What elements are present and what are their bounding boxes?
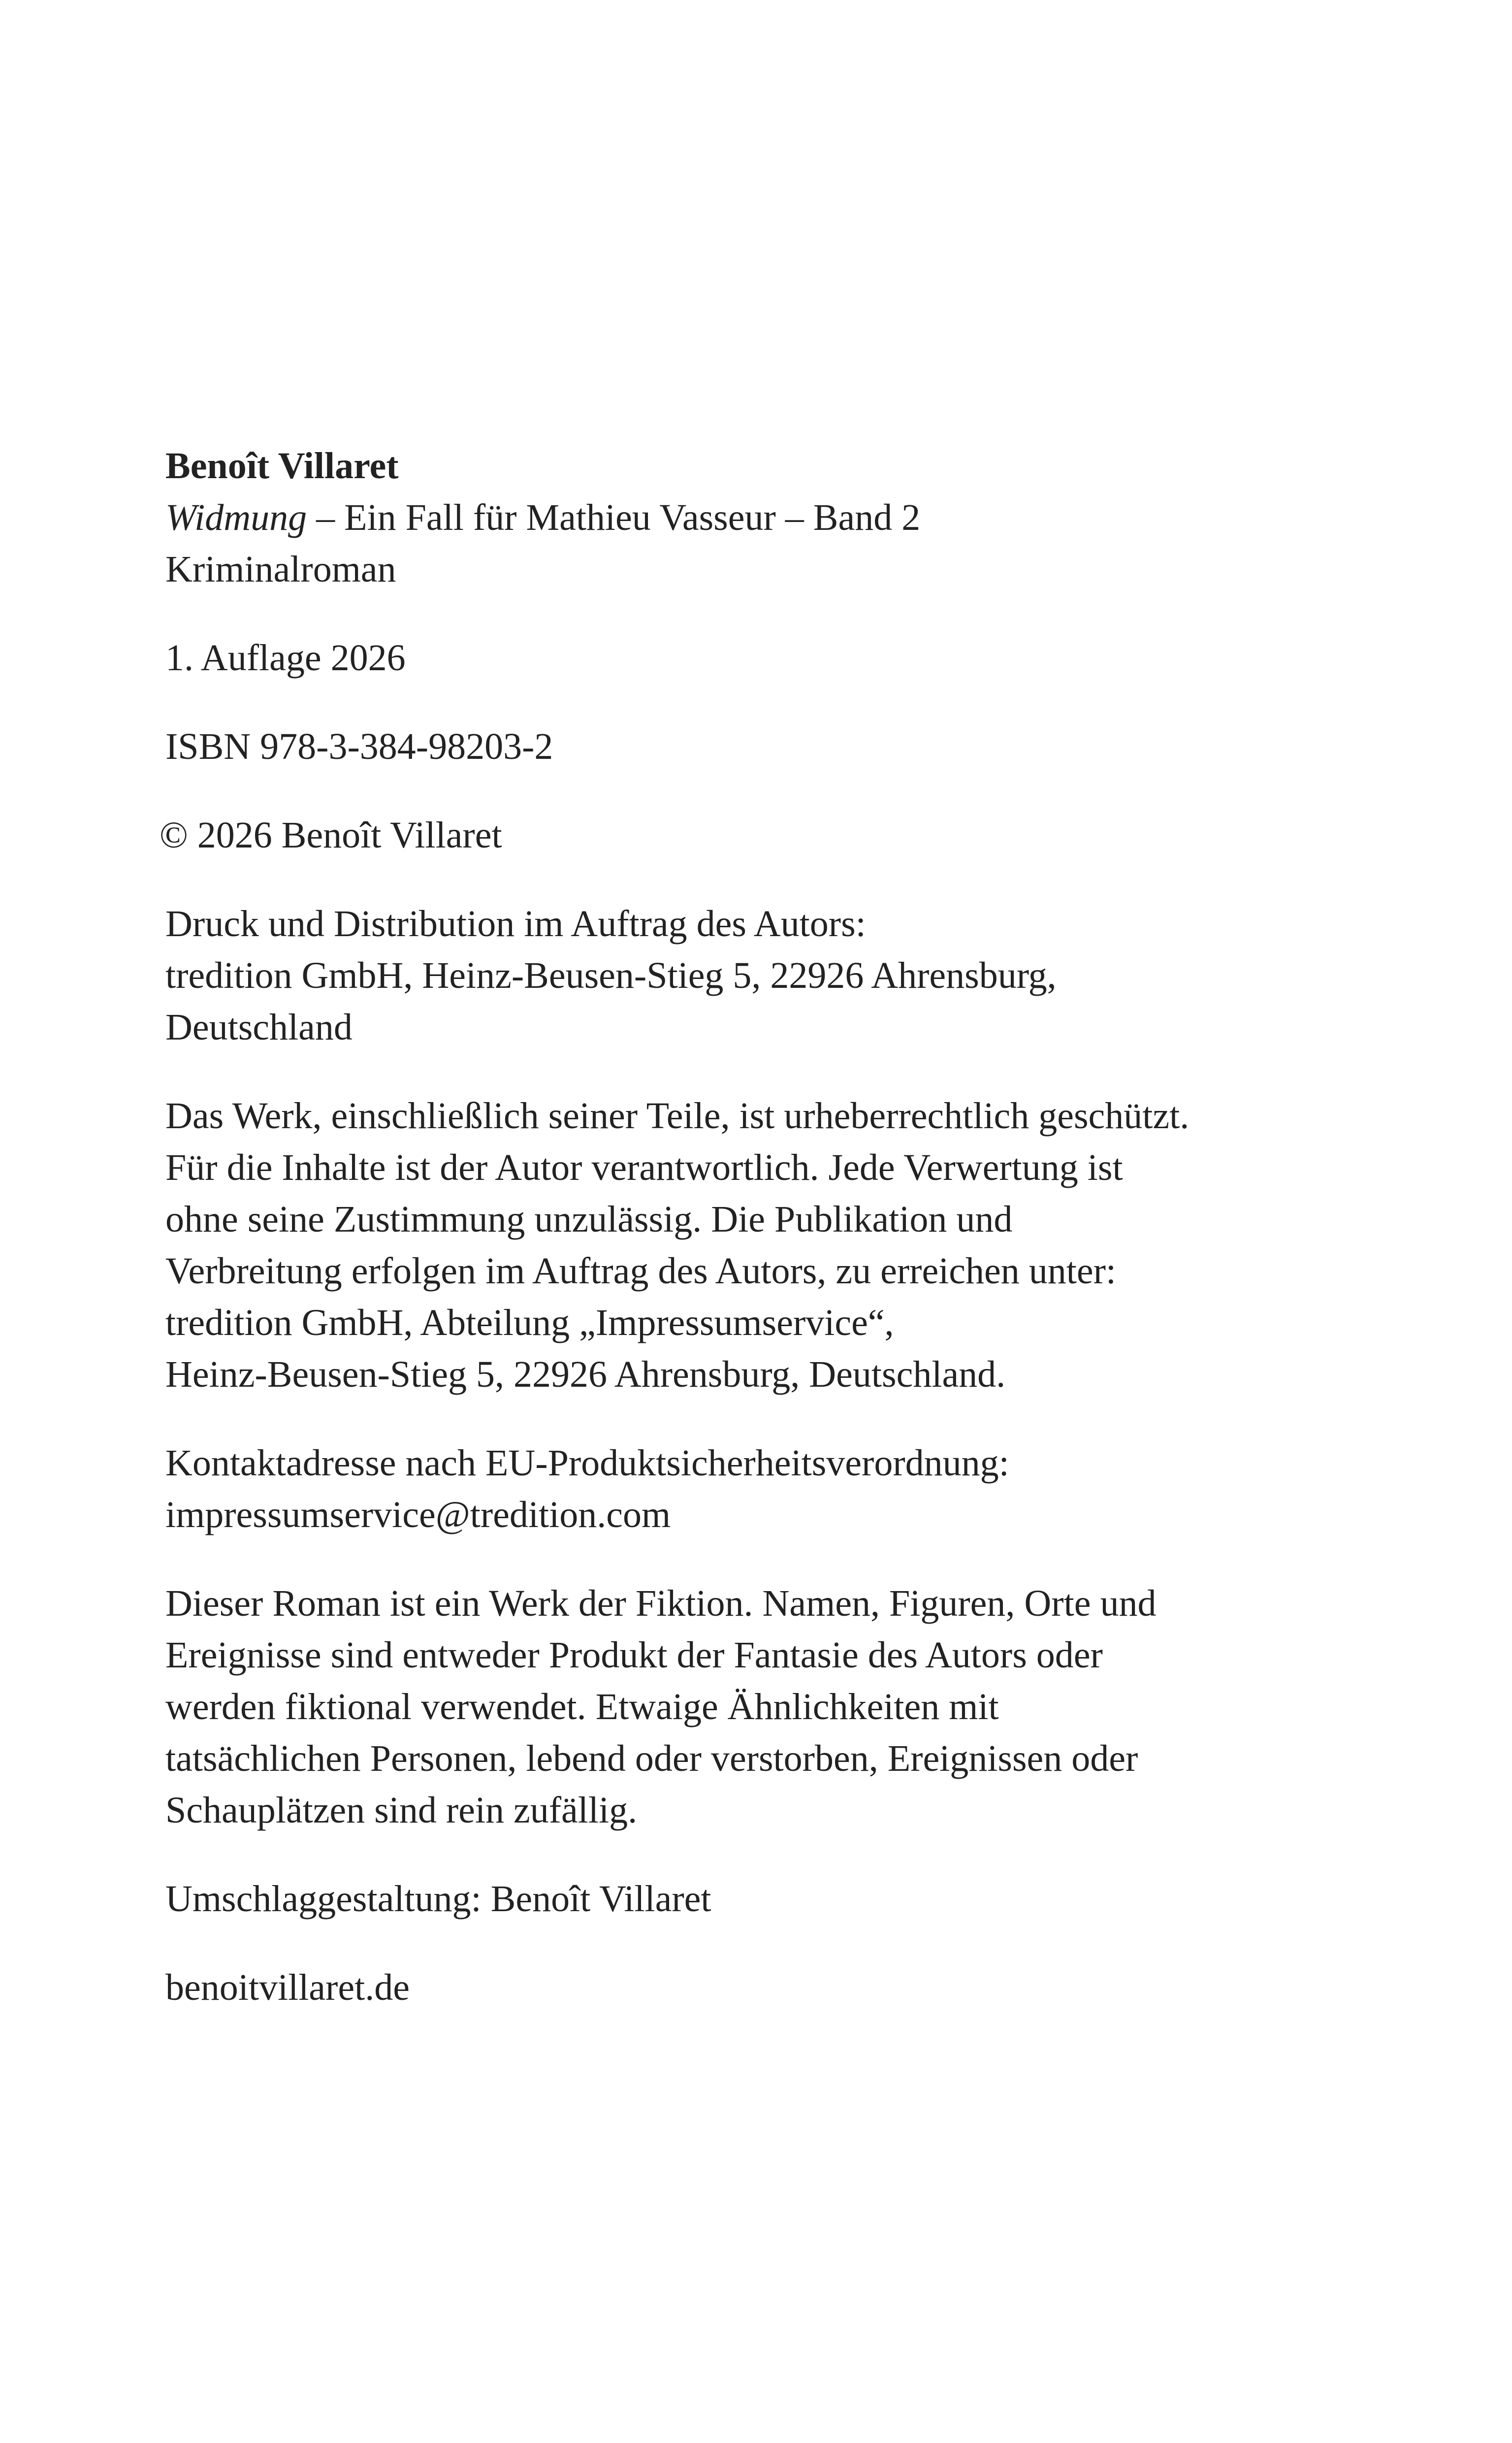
- rights-line: ohne seine Zustimmung unzulässig. Die Publikation und: [165, 1199, 1013, 1240]
- rights-line: Verbreitung erfolgen im Auftrag des Autors, zu erreichen unter:: [165, 1250, 1117, 1292]
- copyright-block: [160, 810, 1347, 861]
- print-line: Druck und Distribution im Auftrag des Autors:: [165, 903, 866, 945]
- fiction-line: werden fiktional verwendet. Etwaige Ähnlichkeiten mit: [165, 1686, 999, 1727]
- rights-line: Das Werk, einschließlich seiner Teile, ist urheberrechtlich geschützt.: [165, 1095, 1190, 1137]
- contact-block: [165, 1437, 1347, 1541]
- edition: 1. Auflage 2026: [165, 637, 406, 679]
- book-title-italic: Widmung: [165, 497, 307, 538]
- rights-block: [165, 1090, 1347, 1401]
- cover-design-block: [165, 1873, 1347, 1925]
- imprint-block: [160, 440, 1347, 2051]
- fiction-disclaimer-block: [165, 1578, 1347, 1836]
- isbn: ISBN 978-3-384-98203-2: [165, 726, 553, 767]
- book-title: [165, 492, 1347, 544]
- cover-design-credit: Umschlaggestaltung: Benoît Villaret: [165, 1878, 711, 1920]
- website: benoitvillaret.de: [165, 1967, 410, 2008]
- print-distribution-block: [165, 898, 1347, 1053]
- print-line: tredition GmbH, Heinz-Beusen-Stieg 5, 22926 Ahrensburg,: [165, 955, 1057, 996]
- book-title-subtitle: – Ein Fall für Mathieu Vasseur – Band 2: [307, 497, 921, 538]
- fiction-line: Dieser Roman ist ein Werk der Fiktion. Namen, Figuren, Orte und: [165, 1583, 1157, 1624]
- print-line: Deutschland: [165, 1007, 353, 1048]
- fiction-line: tatsächlichen Personen, lebend oder verstorben, Ereignissen oder: [165, 1738, 1138, 1779]
- contact-email: impressumservice@tredition.com: [165, 1494, 671, 1535]
- rights-line: Heinz-Beusen-Stieg 5, 22926 Ahrensburg, Deutschland.: [165, 1354, 1006, 1395]
- copyright-notice: © 2026 Benoît Villaret: [160, 814, 502, 856]
- rights-line: Für die Inhalte ist der Autor verantwortlich. Jede Verwertung ist: [165, 1147, 1123, 1188]
- genre: Kriminalroman: [165, 549, 396, 590]
- edition-block: [165, 632, 1347, 684]
- author-name: Benoît Villaret: [165, 445, 399, 487]
- contact-line: Kontaktadresse nach EU-Produktsicherheitsverordnung:: [165, 1442, 1009, 1484]
- title-block: [165, 440, 1347, 595]
- isbn-block: [165, 721, 1347, 773]
- website-block: [165, 1962, 1347, 2014]
- fiction-line: Ereignisse sind entweder Produkt der Fantasie des Autors oder: [165, 1634, 1103, 1676]
- fiction-line: Schauplätzen sind rein zufällig.: [165, 1790, 638, 1831]
- rights-line: tredition GmbH, Abteilung „Impressumservice“,: [165, 1302, 894, 1343]
